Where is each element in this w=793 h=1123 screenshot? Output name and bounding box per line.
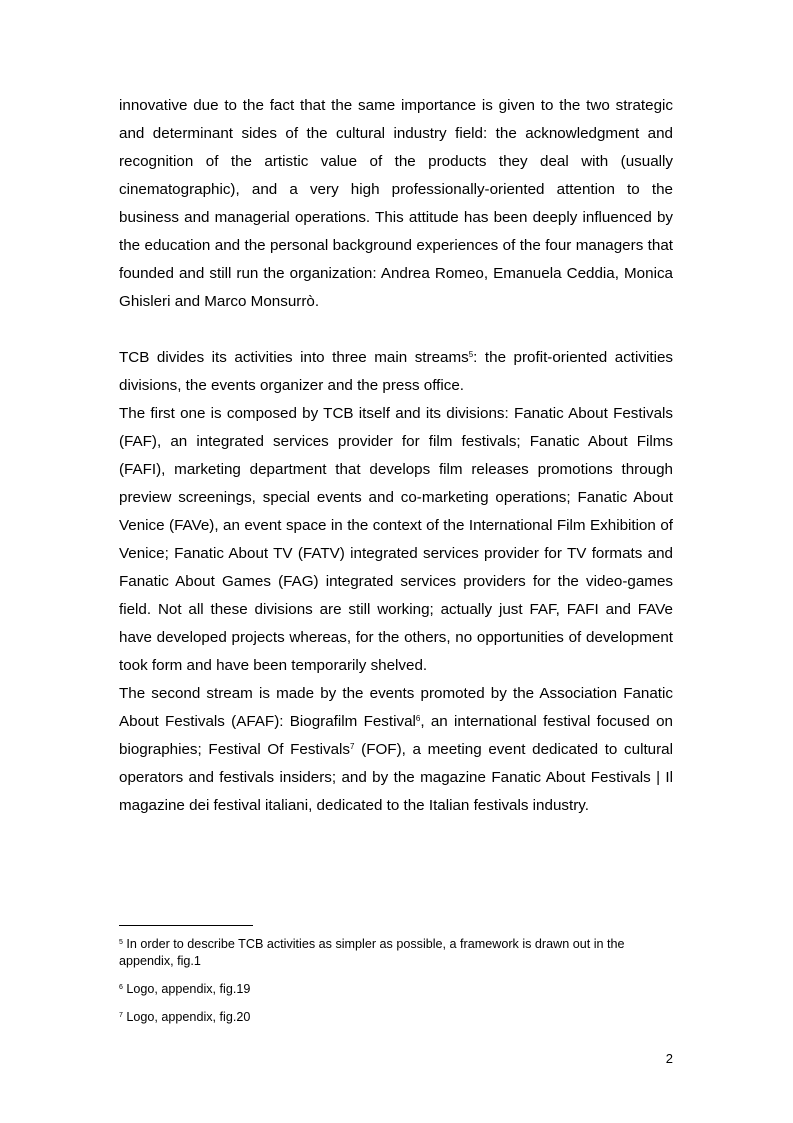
second-stream-text-end: (FOF), a meeting event dedicated to cultural operators and festivals insiders; and by the magazine Fanatic About Festivals | Il magazine dei festival italiani, dedicated to the Italian festivals industry.: [119, 741, 673, 814]
footnote-ref-5[interactable]: 5: [468, 350, 474, 359]
streams-intro-text: TCB divides its activities into three main streams: [119, 349, 469, 366]
paragraph-founders: innovative due to the fact that the same importance is given to the two strategic and determinant sides of the cultural industry field: the acknowledgment and recognition of the artistic value of the products they deal with (usually cinematographic), and a very high professionally-oriented attention to the business and managerial operations. This attitude has been deeply influenced by the education and the personal background experiences of the four managers that founded and still run the organization: Andrea Romeo, Emanuela Ceddia, Monica Ghisleri and Marco Monsurrò.: [119, 97, 673, 310]
footnote-7: [119, 1009, 679, 1026]
footnote-text: Logo, appendix, fig.19: [122, 982, 251, 996]
footnote-separator: [119, 925, 253, 926]
footnote-6: [119, 981, 679, 998]
footnote-text: In order to describe TCB activities as simpler as possible, a framework is drawn out in the appendix, fig.1: [119, 937, 625, 968]
footnote-number: 7: [119, 1012, 123, 1019]
second-stream-text: The second stream is made by the events promoted by the Association Fanatic About Festivals (AFAF): Biografilm Festival: [119, 685, 673, 730]
paragraph-streams-intro: [119, 344, 673, 400]
footnote-number: 6: [119, 984, 123, 991]
streams-intro-text-cont: : the profit-oriented activities divisions, the events organizer and the press office.: [119, 349, 673, 394]
paragraph-second-stream: [119, 680, 673, 820]
second-stream-text-cont: , an international festival focused on biographies; Festival Of Festivals: [119, 713, 673, 758]
footnote-number: 5: [119, 939, 123, 946]
footnote-5: [119, 936, 679, 970]
footnote-ref-7[interactable]: 7: [350, 742, 355, 751]
footnote-text: Logo, appendix, fig.20: [122, 1010, 251, 1024]
body-text: [119, 92, 673, 820]
paragraph-first-stream: The first one is composed by TCB itself and its divisions: Fanatic About Festivals (FAF), an integrated services provider for film festivals; Fanatic About Films (FAFI), marketing department that develops film releases promotions through preview screenings, special events and co-marketing operations; Fanatic About Venice (FAVe), an event space in the context of the International Film Exhibition of Venice; Fanatic About TV (FATV) integrated services provider for TV formats and Fanatic About Games (FAG) integrated services providers for the video-games field. Not all these divisions are still working; actually just FAF, FAFI and FAVe have developed projects whereas, for the others, no opportunities of development took form and have been temporarily shelved.: [119, 405, 673, 674]
page-number: 2: [665, 1051, 673, 1066]
footnotes: [119, 936, 679, 1037]
footnote-ref-6[interactable]: 6: [415, 714, 421, 723]
